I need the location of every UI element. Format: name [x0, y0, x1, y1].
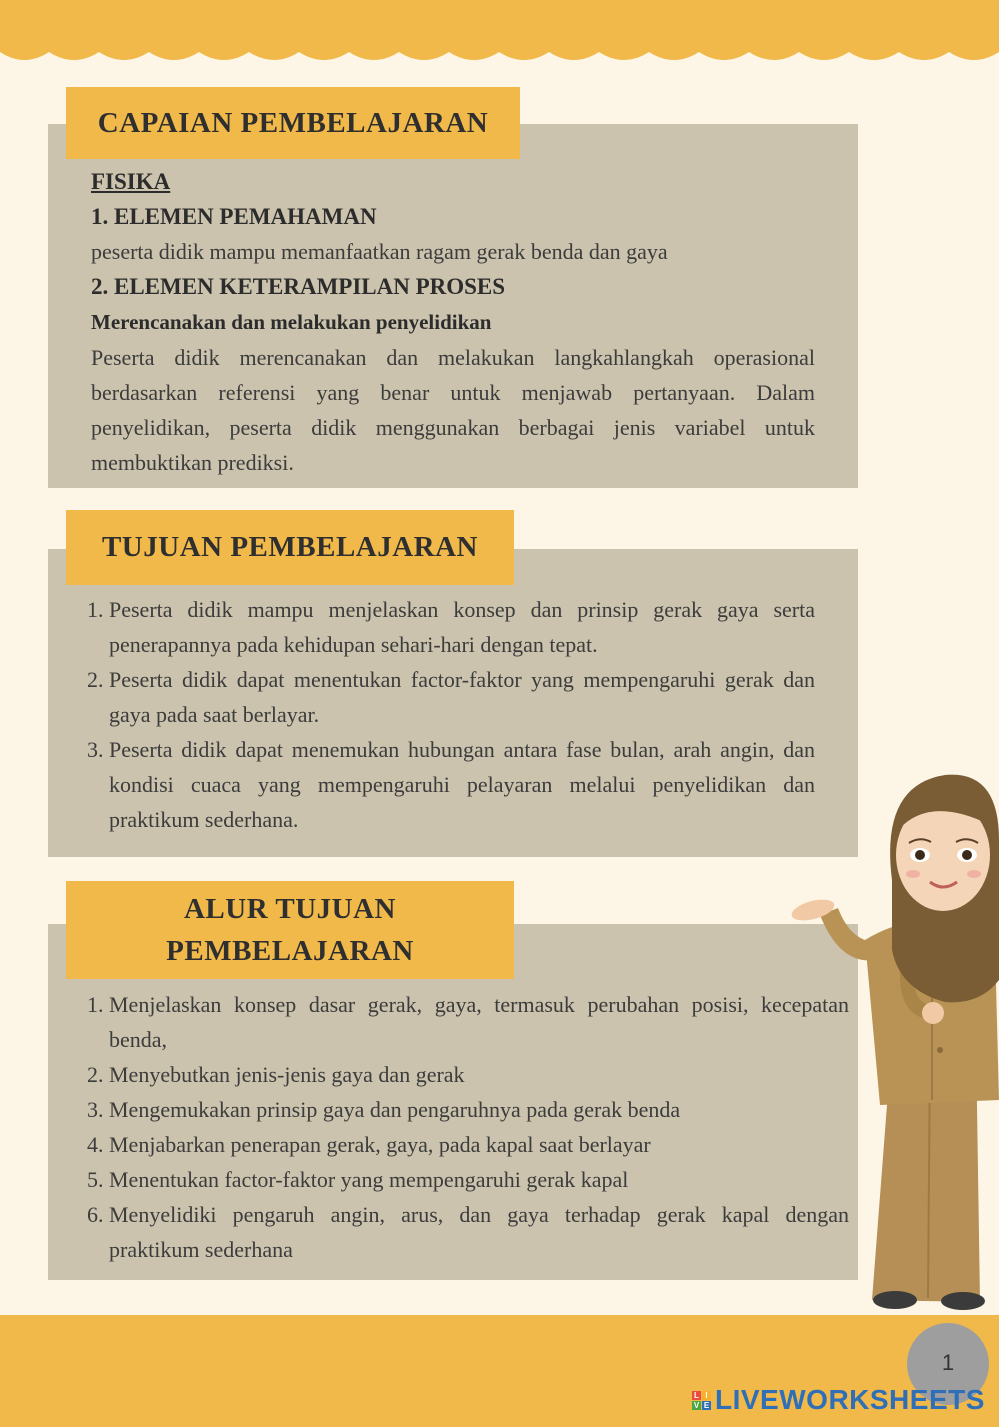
list-item: 1. Menjelaskan konsep dasar gerak, gaya, termasuk perubahan posisi, kecepatan benda, [87, 992, 849, 1052]
list-item: 4. Menjabarkan penerapan gerak, gaya, pada kapal saat berlayar [87, 1132, 651, 1157]
liveworksheets-text: LIVEWORKSHEETS [715, 1384, 985, 1415]
tujuan-title: TUJUAN PEMBELAJARAN [66, 510, 514, 585]
element2-text: Peserta didik merencanakan dan melakukan langkahlangkah operasional berdasarkan referensi yang benar untuk menjawab pertanyaan. Dalam penyelidikan, peserta didik menggunakan berbagai jenis variabel untuk membuktikan prediksi. [91, 345, 815, 475]
alur-list [87, 987, 849, 1267]
list-item: 2. Peserta didik dapat menentukan factor-faktor yang mempengaruhi gerak dan gaya pada saat berlayar. [87, 667, 815, 727]
teacher-illustration [780, 770, 999, 1315]
list-item: 1. Peserta didik mampu menjelaskan konsep dan prinsip gerak gaya serta penerapannya pada kehidupan sehari-hari dengan tepat. [87, 597, 815, 657]
top-wave-banner [0, 0, 999, 70]
subject-label: FISIKA [91, 169, 171, 194]
element2-subtitle: Merencanakan dan melakukan penyelidikan [91, 310, 492, 334]
alur-title-line2: PEMBELAJARAN [166, 935, 414, 967]
list-item: 6. Menyelidiki pengaruh angin, arus, dan gaya terhadap gerak kapal dengan praktikum sederhana [87, 1202, 849, 1262]
element2-title: 2. ELEMEN KETERAMPILAN PROSES [91, 274, 506, 299]
list-item: 3. Peserta didik dapat menemukan hubungan antara fase bulan, arah angin, dan kondisi cuaca yang mempengaruhi pelayaran melalui penyelidikan dan praktikum sederhana. [87, 737, 815, 832]
liveworksheets-watermark [692, 1384, 985, 1416]
tujuan-list [87, 592, 815, 837]
list-item: 2. Menyebutkan jenis-jenis gaya dan gerak [87, 1062, 465, 1087]
capaian-title: CAPAIAN PEMBELAJARAN [66, 87, 520, 159]
element1-title: 1. ELEMEN PEMAHAMAN [91, 204, 377, 229]
page-number: 1 [941, 1350, 955, 1375]
list-item: 5. Menentukan factor-faktor yang mempengaruhi gerak kapal [87, 1167, 629, 1192]
element1-text: peserta didik mampu memanfaatkan ragam gerak benda dan gaya [91, 239, 668, 264]
liveworksheets-logo-icon: L I V E [693, 1390, 710, 1410]
alur-title-line1: ALUR TUJUAN [183, 893, 396, 925]
alur-title [66, 881, 514, 979]
list-item: 3. Mengemukakan prinsip gaya dan pengaruhnya pada gerak benda [87, 1097, 681, 1122]
